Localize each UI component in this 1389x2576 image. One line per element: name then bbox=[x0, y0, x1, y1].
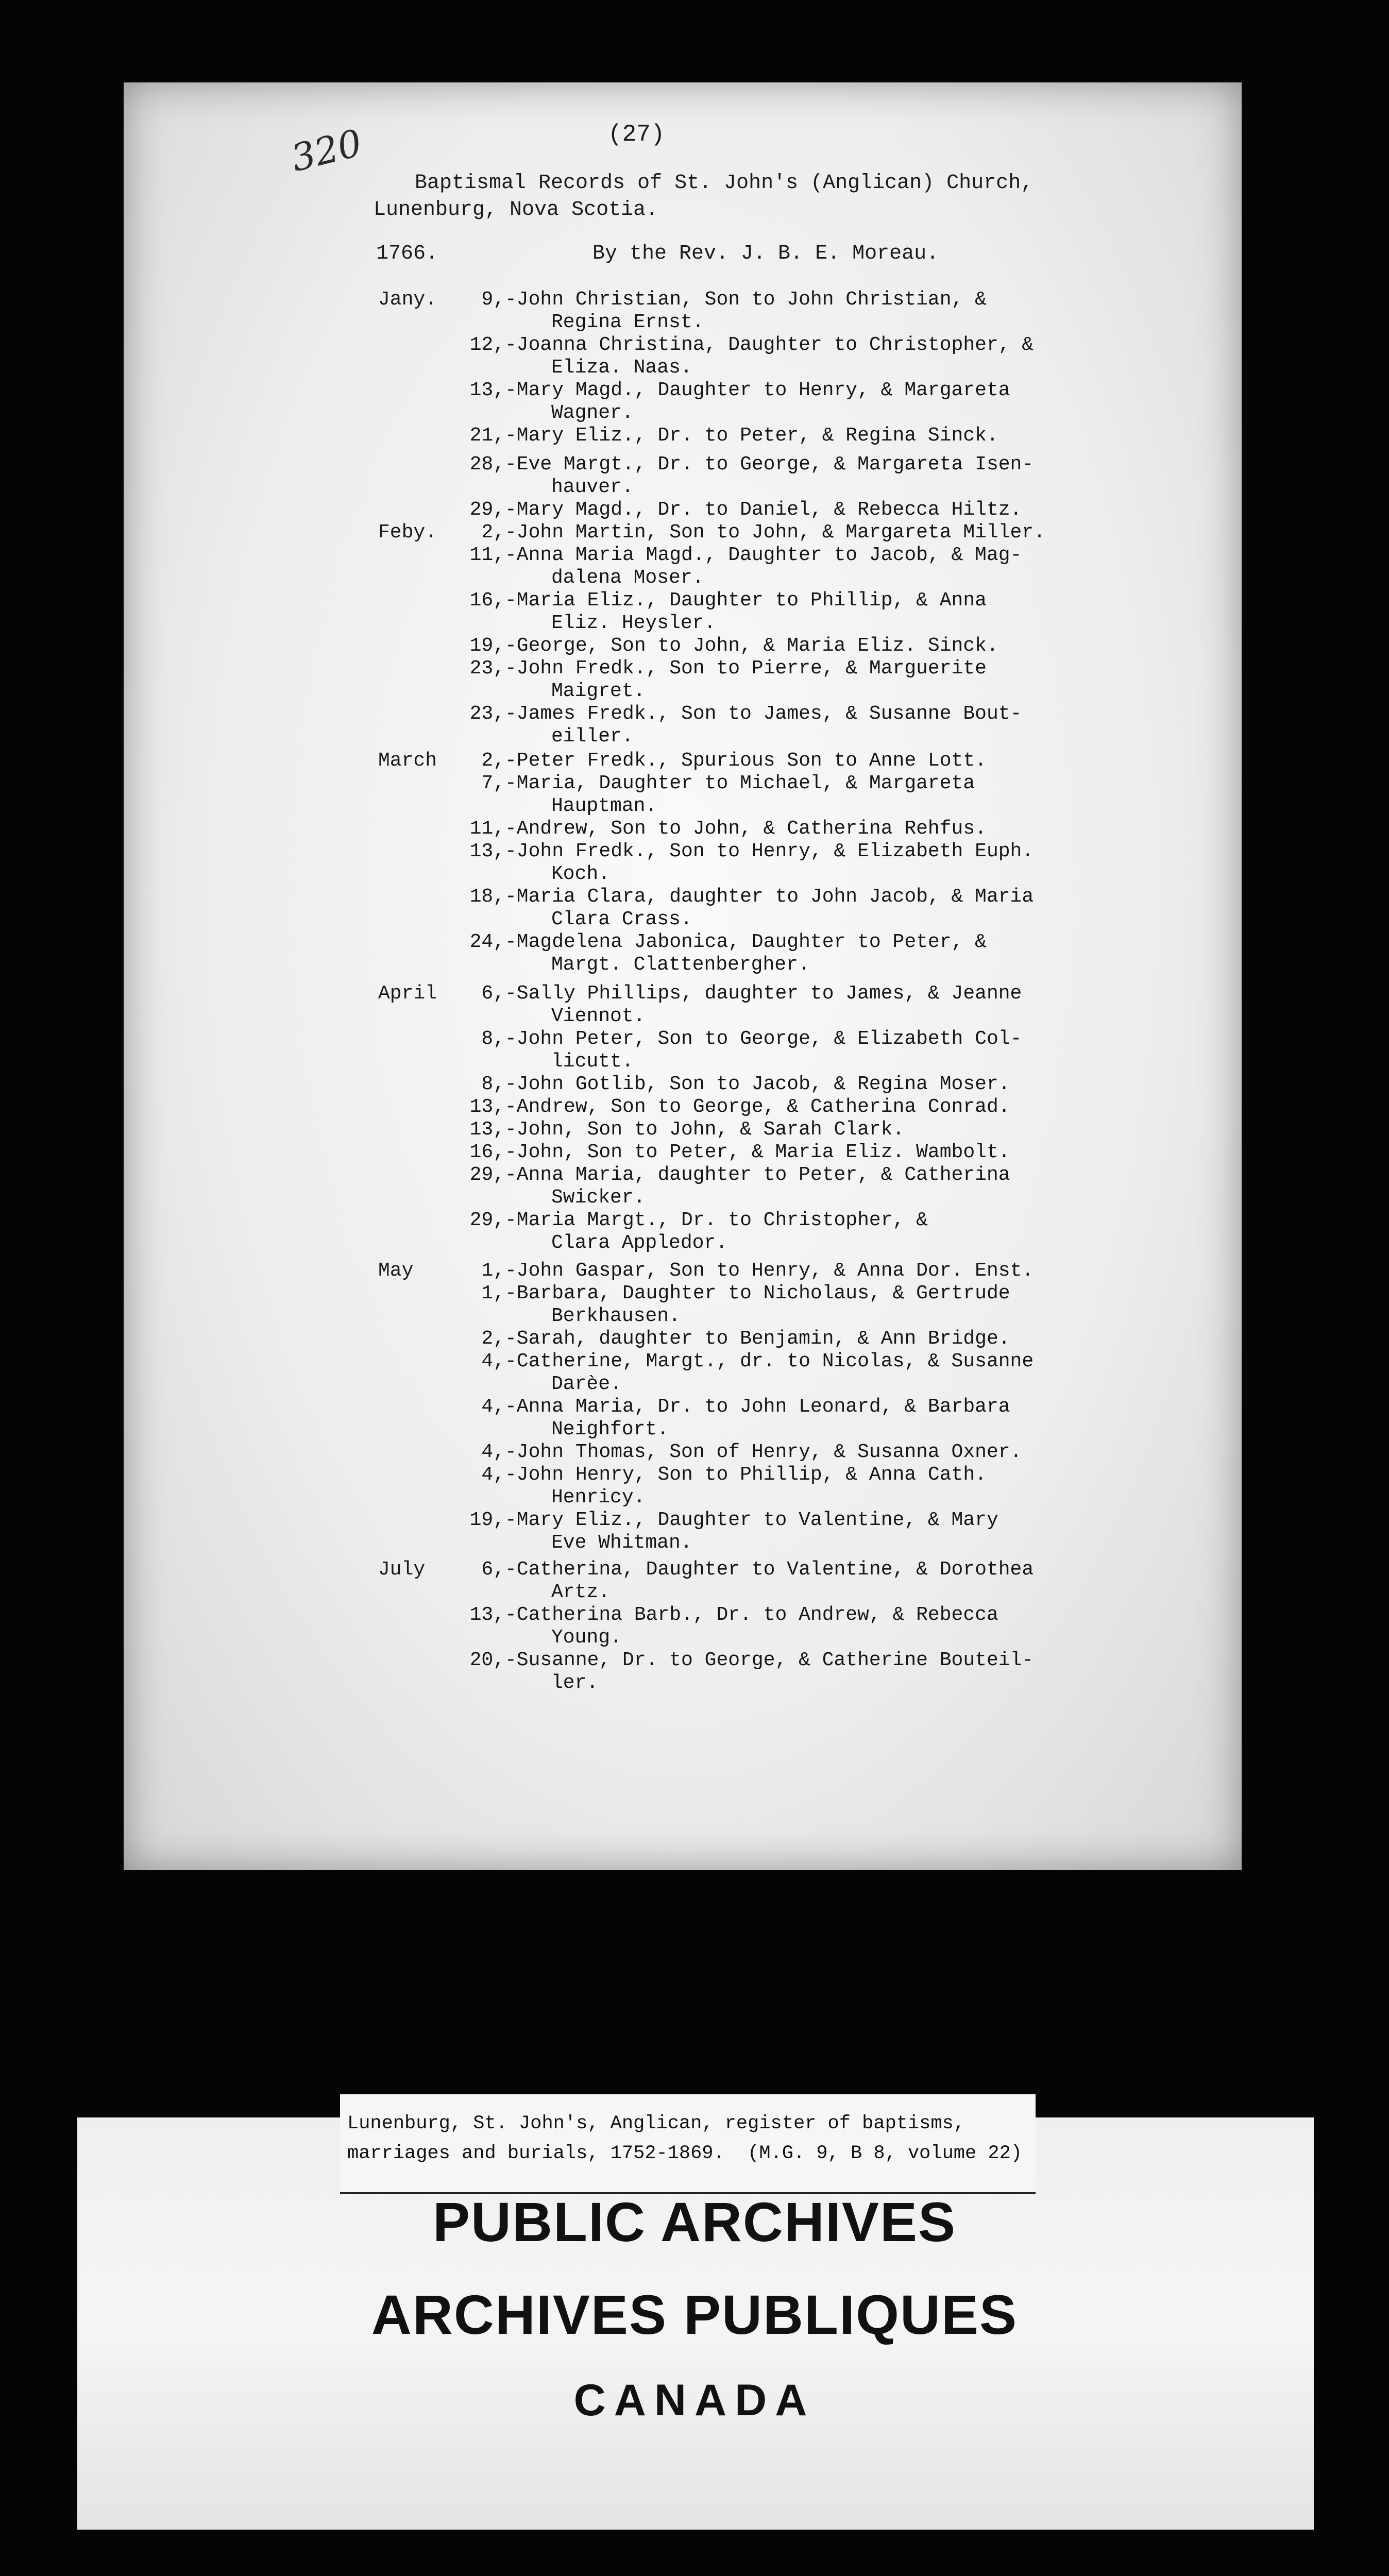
baptism-entry bbox=[459, 1260, 1144, 1282]
entry-continuation: eiller. bbox=[551, 725, 634, 748]
entry-text: -Maria Margt., Dr. to Christopher, & bbox=[505, 1209, 928, 1231]
entry-day: 7, bbox=[481, 772, 505, 794]
record-year: 1766. bbox=[376, 242, 438, 265]
entry-day: 16, bbox=[469, 1141, 505, 1163]
entry-day: 19, bbox=[469, 1509, 505, 1531]
pencil-page-number: 320 bbox=[286, 121, 366, 180]
label-line-1: Lunenburg, St. John's, Anglican, register of baptisms, bbox=[347, 2113, 965, 2134]
entry-day: 8, bbox=[481, 1028, 505, 1050]
entry-text: -Mary Eliz., Daughter to Valentine, & Mary bbox=[505, 1509, 998, 1531]
entry-text: -John Gotlib, Son to Jacob, & Regina Moser. bbox=[505, 1073, 1010, 1095]
entry-continuation: Viennot. bbox=[551, 1005, 646, 1027]
entry-continuation: Clara Crass. bbox=[551, 908, 692, 930]
entry-day: 24, bbox=[469, 931, 505, 953]
entry-day: 6, bbox=[481, 1558, 505, 1581]
baptism-entry bbox=[459, 1118, 1144, 1141]
entry-day: 2, bbox=[481, 1328, 505, 1350]
entry-day: 29, bbox=[469, 1164, 505, 1186]
baptism-entry bbox=[459, 1096, 1144, 1118]
baptism-entry bbox=[459, 521, 1144, 544]
entry-continuation: Maigret. bbox=[551, 680, 646, 702]
baptism-entry bbox=[459, 1328, 1144, 1350]
entry-text: -Mary Magd., Daughter to Henry, & Margareta bbox=[505, 379, 1010, 401]
entry-continuation: Henricy. bbox=[551, 1486, 646, 1509]
entry-continuation: Darèe. bbox=[551, 1373, 622, 1395]
entry-day: 1, bbox=[481, 1282, 505, 1304]
baptism-entry bbox=[459, 750, 1144, 772]
entry-text: -John, Son to Peter, & Maria Eliz. Wambolt. bbox=[505, 1141, 1010, 1163]
entry-text: -Anna Maria, Dr. to John Leonard, & Barbara bbox=[505, 1396, 1010, 1418]
entry-day: 4, bbox=[481, 1396, 505, 1418]
baptism-entry bbox=[459, 982, 1144, 1028]
page-number: (27) bbox=[608, 121, 665, 148]
month-february: Feby. bbox=[378, 521, 437, 544]
entry-text: -Catherina Barb., Dr. to Andrew, & Rebecca bbox=[505, 1604, 998, 1626]
title-line-2: Lunenburg, Nova Scotia. bbox=[374, 198, 658, 222]
entry-day: 11, bbox=[469, 818, 505, 840]
entry-day: 13, bbox=[469, 1604, 505, 1626]
baptism-entry bbox=[459, 886, 1144, 931]
label-text bbox=[347, 2109, 1022, 2168]
entry-text: -Maria Clara, daughter to John Jacob, & Maria bbox=[505, 886, 1034, 908]
entry-continuation: Clara Appledor. bbox=[551, 1232, 728, 1254]
entry-continuation: Margt. Clattenbergher. bbox=[551, 954, 810, 976]
month-march: March bbox=[378, 750, 437, 772]
baptism-entry bbox=[459, 334, 1144, 379]
byline: By the Rev. J. B. E. Moreau. bbox=[592, 242, 939, 265]
entry-text: -Mary Eliz., Dr. to Peter, & Regina Sinck. bbox=[505, 425, 998, 447]
month-july: July bbox=[378, 1558, 426, 1581]
entry-text: -Catherina, Daughter to Valentine, & Dorothea bbox=[505, 1558, 1034, 1581]
archive-country: CANADA bbox=[573, 2376, 816, 2425]
entry-day: 2, bbox=[481, 521, 505, 544]
baptism-entry bbox=[459, 1209, 1144, 1255]
entry-text: -Catherine, Margt., dr. to Nicolas, & Susanne bbox=[505, 1350, 1034, 1372]
baptism-entry bbox=[459, 453, 1144, 499]
baptism-entry bbox=[459, 379, 1144, 425]
entry-day: 19, bbox=[469, 635, 505, 657]
document-title bbox=[374, 170, 1198, 224]
baptism-entry bbox=[459, 1073, 1144, 1096]
entry-day: 6, bbox=[481, 982, 505, 1005]
entry-continuation: Eliz. Heysler. bbox=[551, 612, 716, 634]
month-april: April bbox=[378, 982, 437, 1005]
baptism-entry bbox=[459, 840, 1144, 886]
baptism-entry bbox=[459, 1282, 1144, 1328]
entry-day: 2, bbox=[481, 750, 505, 772]
entry-day: 29, bbox=[469, 499, 505, 521]
baptism-entry bbox=[459, 931, 1144, 976]
archive-heading-english: PUBLIC ARCHIVES bbox=[432, 2191, 957, 2253]
entry-continuation: Young. bbox=[551, 1626, 622, 1649]
baptism-entry bbox=[459, 1604, 1144, 1649]
entry-text: -Andrew, Son to John, & Catherina Rehfus. bbox=[505, 818, 987, 840]
entry-text: -John Christian, Son to John Christian, & bbox=[505, 289, 987, 311]
entry-continuation: ler. bbox=[551, 1672, 599, 1694]
baptism-entry bbox=[459, 1649, 1144, 1694]
baptism-entry bbox=[459, 1164, 1144, 1209]
entry-day: 12, bbox=[469, 334, 505, 356]
entry-day: 11, bbox=[469, 544, 505, 566]
baptism-entry bbox=[459, 657, 1144, 703]
entry-text: -John Peter, Son to George, & Elizabeth Col- bbox=[505, 1028, 1022, 1050]
entry-text: -Mary Magd., Dr. to Daniel, & Rebecca Hiltz. bbox=[505, 499, 1022, 521]
entry-continuation: dalena Moser. bbox=[551, 567, 704, 589]
month-january: Jany. bbox=[378, 289, 437, 311]
entry-continuation: Eliza. Naas. bbox=[551, 357, 692, 379]
entry-day: 13, bbox=[469, 1096, 505, 1118]
entry-day: 29, bbox=[469, 1209, 505, 1231]
entry-continuation: Berkhausen. bbox=[551, 1305, 681, 1327]
entry-text: -John Fredk., Son to Henry, & Elizabeth Euph. bbox=[505, 840, 1034, 862]
baptism-entry bbox=[459, 289, 1144, 334]
entry-text: -John Martin, Son to John, & Margareta Miller. bbox=[505, 521, 1045, 544]
baptism-entry bbox=[459, 544, 1144, 589]
entry-text: -Sally Phillips, daughter to James, & Jeanne bbox=[505, 982, 1022, 1005]
entry-text: -Maria Eliz., Daughter to Phillip, & Anna bbox=[505, 589, 987, 612]
entry-continuation: Eve Whitman. bbox=[551, 1532, 692, 1554]
entry-day: 13, bbox=[469, 379, 505, 401]
entry-day: 4, bbox=[481, 1350, 505, 1372]
entry-text: -John Henry, Son to Phillip, & Anna Cath. bbox=[505, 1464, 987, 1486]
baptism-entry bbox=[459, 425, 1144, 447]
month-may: May bbox=[378, 1260, 414, 1282]
entry-day: 13, bbox=[469, 1118, 505, 1141]
entry-day: 18, bbox=[469, 886, 505, 908]
baptism-entry bbox=[459, 1441, 1144, 1464]
entry-continuation: Koch. bbox=[551, 863, 611, 885]
entry-day: 28, bbox=[469, 453, 505, 476]
baptism-entry bbox=[459, 1558, 1144, 1604]
entry-text: -Sarah, daughter to Benjamin, & Ann Bridge. bbox=[505, 1328, 1010, 1350]
entry-text: -Joanna Christina, Daughter to Christopher, & bbox=[505, 334, 1034, 356]
entry-continuation: Regina Ernst. bbox=[551, 311, 704, 333]
entry-text: -Barbara, Daughter to Nicholaus, & Gertrude bbox=[505, 1282, 1010, 1304]
entry-continuation: Hauptman. bbox=[551, 795, 657, 817]
entry-continuation: licutt. bbox=[551, 1050, 634, 1073]
entry-text: -Eve Margt., Dr. to George, & Margareta Isen- bbox=[505, 453, 1034, 476]
baptism-entry bbox=[459, 772, 1144, 818]
entry-day: 1, bbox=[481, 1260, 505, 1282]
entry-day: 9, bbox=[481, 289, 505, 311]
entry-day: 23, bbox=[469, 657, 505, 680]
baptism-entry bbox=[459, 818, 1144, 840]
baptism-entry bbox=[459, 635, 1144, 657]
entry-text: -Andrew, Son to George, & Catherina Conrad. bbox=[505, 1096, 1010, 1118]
entry-day: 4, bbox=[481, 1441, 505, 1463]
archive-heading-french: ARCHIVES PUBLIQUES bbox=[371, 2283, 1018, 2346]
entry-day: 4, bbox=[481, 1464, 505, 1486]
entry-continuation: Neighfort. bbox=[551, 1418, 669, 1440]
entry-day: 8, bbox=[481, 1073, 505, 1095]
entry-continuation: Swicker. bbox=[551, 1187, 646, 1209]
label-line-2: marriages and burials, 1752-1869. (M.G. 9, B 8, volume 22) bbox=[347, 2143, 1023, 2164]
baptism-entry bbox=[459, 1350, 1144, 1396]
entry-day: 13, bbox=[469, 840, 505, 862]
entry-text: -Maria, Daughter to Michael, & Margareta bbox=[505, 772, 975, 794]
entry-day: 20, bbox=[469, 1649, 505, 1671]
baptism-entry bbox=[459, 1028, 1144, 1073]
entry-text: -George, Son to John, & Maria Eliz. Sinck. bbox=[505, 635, 998, 657]
baptism-entry bbox=[459, 1464, 1144, 1509]
entry-text: -Anna Maria Magd., Daughter to Jacob, & Mag- bbox=[505, 544, 1022, 566]
entry-text: -Anna Maria, daughter to Peter, & Catherina bbox=[505, 1164, 1010, 1186]
entry-continuation: hauver. bbox=[551, 476, 634, 498]
baptism-entry bbox=[459, 1141, 1144, 1164]
entry-day: 23, bbox=[469, 703, 505, 725]
entry-text: -John, Son to John, & Sarah Clark. bbox=[505, 1118, 905, 1141]
entry-text: -John Fredk., Son to Pierre, & Marguerite bbox=[505, 657, 987, 680]
entry-continuation: Artz. bbox=[551, 1581, 611, 1603]
title-line-1: Baptismal Records of St. John's (Anglican) Church, bbox=[415, 172, 1034, 195]
entry-text: -John Gaspar, Son to Henry, & Anna Dor. Enst. bbox=[505, 1260, 1034, 1282]
entry-continuation: Wagner. bbox=[551, 402, 634, 424]
entry-text: -Magdelena Jabonica, Daughter to Peter, & bbox=[505, 931, 987, 953]
entry-text: -John Thomas, Son of Henry, & Susanna Oxner. bbox=[505, 1441, 1022, 1463]
baptism-entry bbox=[459, 703, 1144, 748]
microfilm-label bbox=[340, 2094, 1036, 2194]
baptism-entry bbox=[459, 1396, 1144, 1441]
baptism-entry bbox=[459, 589, 1144, 635]
baptism-entry bbox=[459, 1509, 1144, 1554]
entry-text: -James Fredk., Son to James, & Susanne Bout- bbox=[505, 703, 1022, 725]
entry-text: -Susanne, Dr. to George, & Catherine Bouteil- bbox=[505, 1649, 1034, 1671]
entry-day: 16, bbox=[469, 589, 505, 612]
entry-text: -Peter Fredk., Spurious Son to Anne Lott. bbox=[505, 750, 987, 772]
entry-day: 21, bbox=[469, 425, 505, 447]
baptism-entry bbox=[459, 499, 1144, 521]
